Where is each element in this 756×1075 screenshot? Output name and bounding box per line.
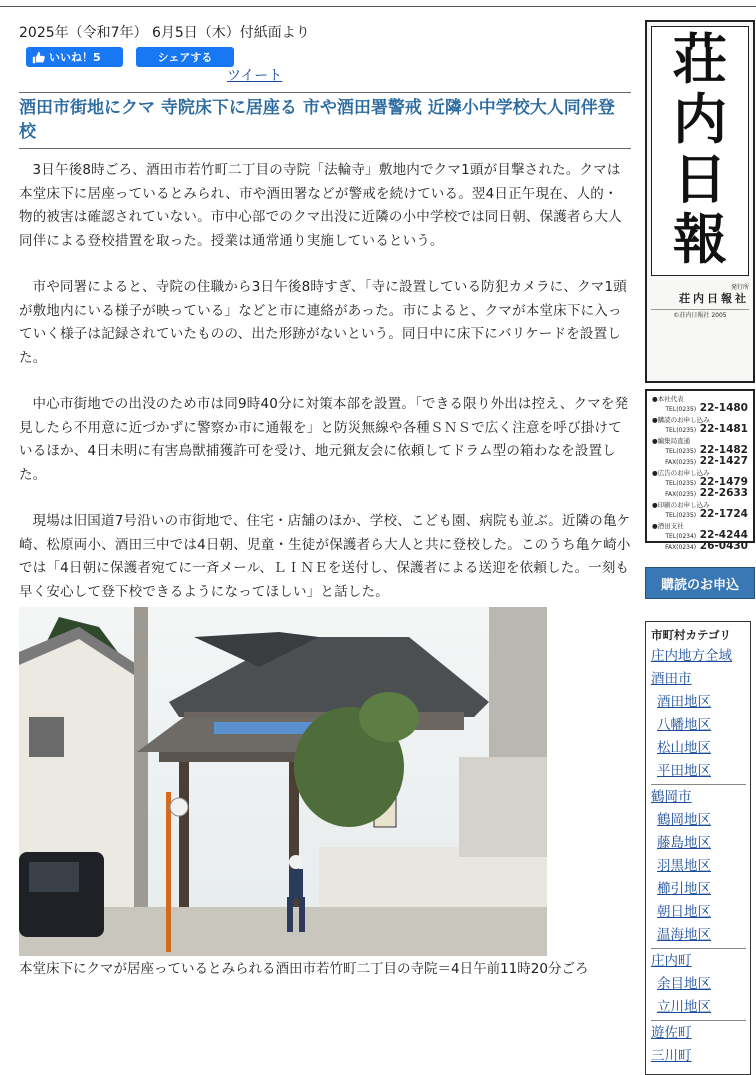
sidebar — [645, 20, 755, 1075]
article-paragraph: 市や同署によると、寺院の住職から3日午後8時すぎ、「寺に設置している防犯カメラに、クマ1頭が敷地内にいる様子が映っている」などと市に連絡があった。市によると、クマが本堂床下に入っていく様子は記録されていたものの、出た形跡がないという。同日中に床下にバリケードを設置した。 — [19, 279, 627, 366]
masthead-char: 日 — [673, 147, 727, 211]
category-link[interactable]: 平田地区 — [657, 763, 711, 779]
contact-number: 22-1724 — [699, 508, 748, 520]
contact-box — [645, 389, 755, 552]
category-divider — [651, 948, 746, 949]
contact-number: 22-2633 — [699, 487, 748, 499]
category-link[interactable]: 三川町 — [651, 1048, 692, 1064]
contact-prefix: TEL(0235) — [665, 512, 697, 519]
article-column — [19, 18, 631, 980]
masthead-title-box — [651, 26, 749, 276]
article-body — [19, 159, 631, 604]
contact-label: ●広告のお申し込み — [652, 469, 710, 477]
contact-number: 22-1427 — [699, 455, 748, 467]
category-link[interactable]: 酒田市 — [651, 671, 692, 687]
category-link[interactable]: 松山地区 — [657, 740, 711, 756]
contact-row — [652, 437, 748, 468]
article-paragraph: 中心市街地での出没のため市は同9時40分に対策本部を設置。「できる限り外出は控え、クマを発見したら不用意に近づかずに警察か市に通報を」と防災無線や各種ＳＮＳで広く注意を呼び掛けているほか、4日未明に有害鳥獣捕獲許可を受け、地元猟友会に依頼してドラム型の箱わなを設置した。 — [19, 396, 629, 483]
subscribe-button[interactable]: 購読のお申込 — [645, 567, 755, 599]
facebook-like-button[interactable] — [26, 47, 123, 67]
thumbs-up-icon — [32, 51, 45, 64]
category-divider — [651, 784, 746, 785]
contact-prefix: FAX(0235) — [665, 459, 697, 466]
category-link[interactable]: 朝日地区 — [657, 904, 711, 920]
contact-prefix: TEL(0235) — [665, 448, 697, 455]
category-link[interactable]: 藤島地区 — [657, 835, 711, 851]
category-link[interactable]: 遊佐町 — [651, 1025, 692, 1041]
contact-row — [652, 522, 748, 553]
masthead-info — [651, 284, 749, 320]
photo-caption: 本堂床下にクマが居座っているとみられる酒田市若竹町二丁目の寺院＝4日午前11時20分ごろ — [19, 961, 589, 977]
contact-row — [652, 395, 748, 415]
contact-label: ●編集局直通 — [652, 437, 691, 445]
contact-number: 22-4244 — [699, 529, 748, 541]
masthead-char: 荘 — [673, 27, 727, 91]
article-photo — [19, 607, 547, 956]
contact-prefix: FAX(0234) — [665, 544, 697, 551]
category-link[interactable]: 温海地区 — [657, 927, 711, 943]
publisher-label: 発行所 — [730, 284, 749, 291]
masthead-char: 内 — [673, 87, 727, 151]
category-link[interactable]: 鶴岡市 — [651, 789, 692, 805]
contact-number: 22-1482 — [699, 444, 748, 456]
contact-number: 22-1480 — [699, 402, 748, 414]
category-link[interactable]: 八幡地区 — [657, 717, 711, 733]
category-link[interactable]: 庄内地方全域 — [651, 648, 732, 664]
contact-number: 22-1479 — [699, 476, 748, 488]
contact-row — [652, 416, 748, 436]
category-box — [645, 621, 751, 1075]
article-headline: 酒田市街地にクマ 寺院床下に居座る 市や酒田署警戒 近隣小中学校大人同伴登校 — [19, 92, 631, 149]
category-link[interactable]: 酒田地区 — [657, 694, 711, 710]
category-link[interactable]: 鶴岡地区 — [657, 812, 711, 828]
contact-label: ●本社代表 — [652, 395, 684, 403]
contact-number: 26-0430 — [699, 540, 748, 552]
category-link[interactable]: 余目地区 — [657, 976, 711, 992]
contact-label: ●印刷のお申し込み — [652, 501, 710, 509]
newspaper-masthead[interactable] — [645, 20, 755, 383]
contact-prefix: FAX(0235) — [665, 491, 697, 498]
contact-row — [652, 469, 748, 500]
facebook-share-button[interactable]: シェアする — [136, 47, 234, 67]
category-divider — [651, 1020, 746, 1021]
contact-prefix: TEL(0235) — [665, 427, 697, 434]
category-link[interactable]: 立川地区 — [657, 999, 711, 1015]
copyright: ©荘内日報社 2005 — [651, 309, 749, 320]
masthead-char: 報 — [673, 207, 727, 271]
issue-date: 2025年（令和7年） 6月5日（木）付紙面より — [19, 25, 310, 41]
top-rule — [0, 6, 756, 7]
contact-row — [652, 501, 748, 521]
tweet-link[interactable]: ツイート — [227, 68, 283, 84]
like-label: いいね！5 — [49, 51, 101, 64]
temple-photo-illustration — [19, 607, 547, 956]
contact-prefix: TEL(0235) — [665, 480, 697, 487]
article-paragraph: 3日午後8時ごろ、酒田市若竹町二丁目の寺院「法輪寺」敷地内でクマ1頭が目撃された。クマは本堂床下に居座っているとみられ、市や酒田署などが警戒を続けている。翌4日正午現在、人的・物的被害は確認されていない。市中心部でのクマ出没に近隣の小中学校では同日朝、保護者ら大人同伴による登校措置を取った。授業は通常通り実施しているという。 — [19, 162, 622, 249]
category-link[interactable]: 櫛引地区 — [657, 881, 711, 897]
contact-prefix: TEL(0235) — [665, 406, 697, 413]
contact-label: ●購読のお申し込み — [652, 416, 710, 424]
contact-prefix: TEL(0234) — [665, 533, 697, 540]
contact-number: 22-1481 — [699, 423, 748, 435]
category-link[interactable]: 羽黒地区 — [657, 858, 711, 874]
contact-label: ●酒田支社 — [652, 522, 684, 530]
article-paragraph: 現場は旧国道7号沿いの市街地で、住宅・店舗のほか、学校、こども園、病院も並ぶ。近隣の亀ケ崎、松原両小、酒田三中では4日朝、児童・生徒が保護者ら大人と共に登校した。このうち亀ケ崎小では「4日朝に保護者宛てに一斉メール、ＬＩＮＥを送付し、保護者による送迎を依頼した。一刻も早く安心して登下校できるようになってほしい」と話した。 — [19, 513, 631, 600]
category-link[interactable]: 庄内町 — [651, 953, 692, 969]
publisher-name: 荘内日報社 — [679, 292, 749, 305]
category-title: 市町村カテゴリ — [651, 628, 732, 642]
social-bar — [19, 43, 631, 85]
